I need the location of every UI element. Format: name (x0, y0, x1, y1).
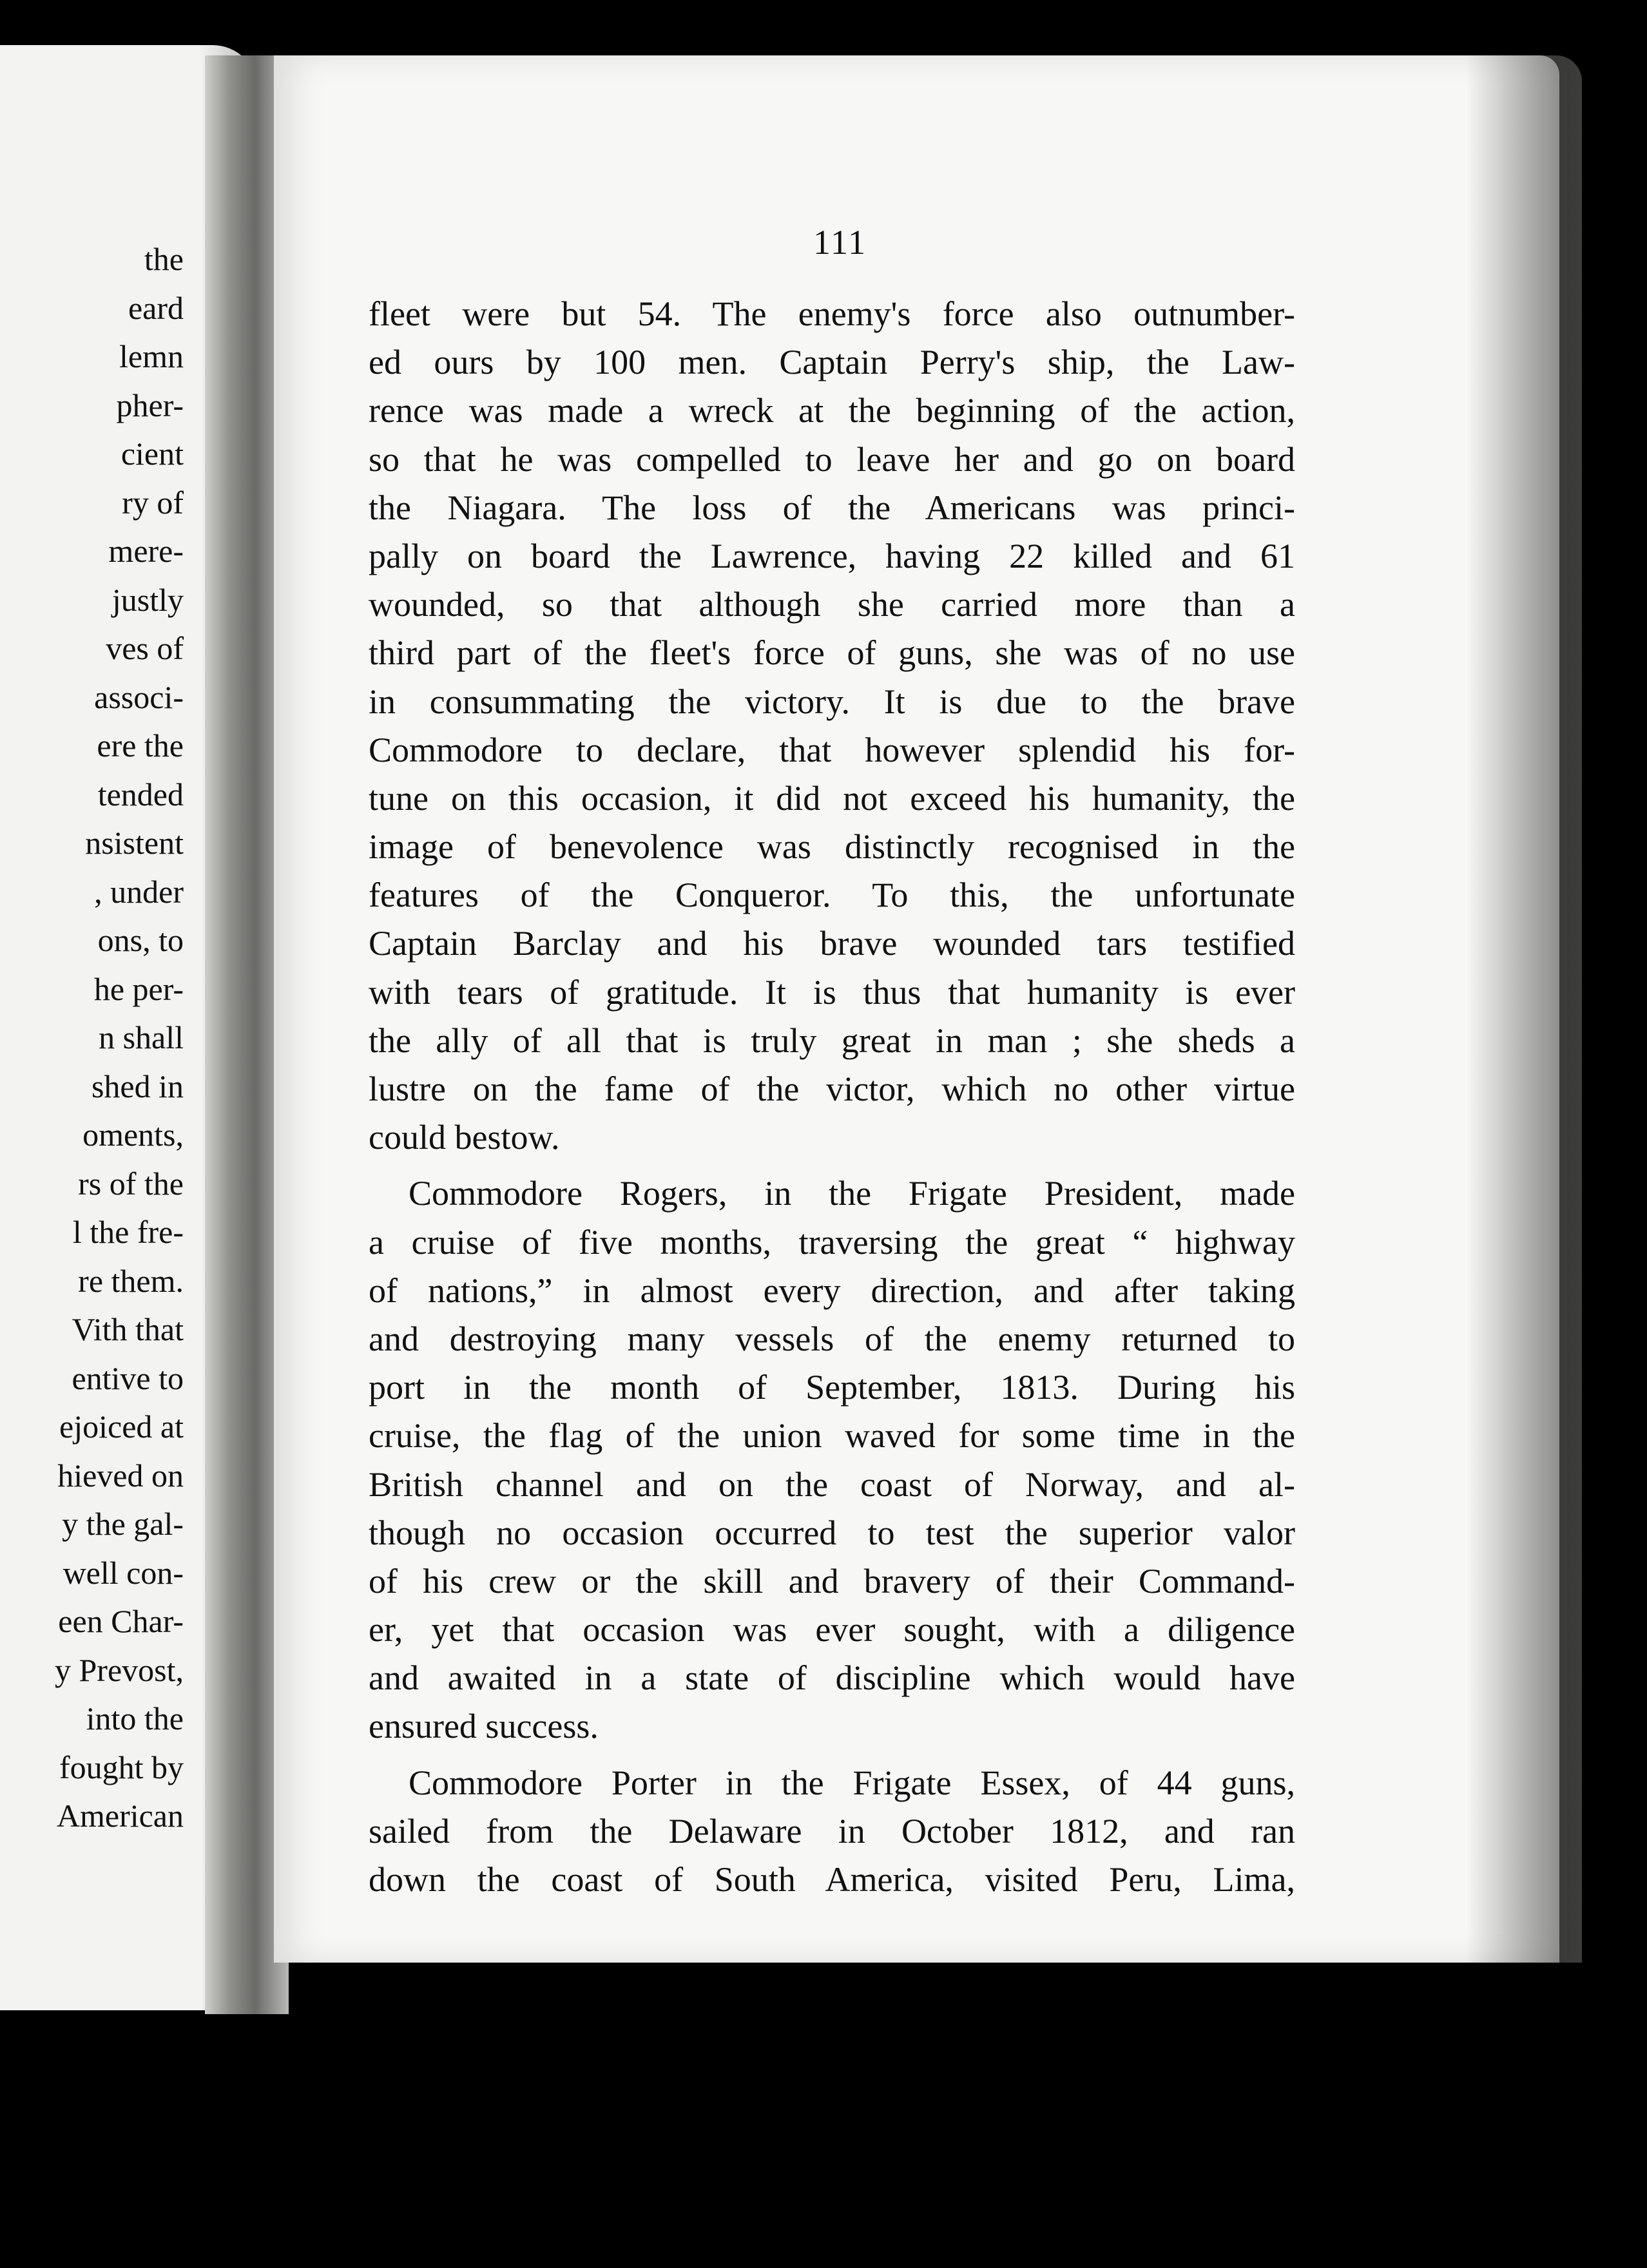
paragraph-gap (369, 1162, 1295, 1169)
left-line: ves of (106, 630, 184, 666)
left-line: cient (120, 436, 184, 472)
text-line: though no occasion occurred to test the superior valor (369, 1513, 1295, 1552)
text-line: er, yet that occasion was ever sought, with a diligence (369, 1610, 1295, 1649)
left-line: een Char- (58, 1603, 184, 1639)
text-line: a cruise of five months, traversing the great “ highway (369, 1222, 1295, 1262)
left-line: tended (97, 776, 184, 812)
text-line: with tears of gratitude. It is thus that humanity is ever (369, 972, 1295, 1012)
left-page-text (55, 235, 184, 1841)
page-edge-shade (1466, 55, 1582, 1963)
left-line: eard (128, 289, 184, 326)
left-line: entive to (72, 1360, 184, 1396)
text-line: sailed from the Delaware in October 1812, and ran (369, 1811, 1295, 1850)
text-line: lustre on the fame of the victor, which no other virtue (369, 1070, 1295, 1108)
left-line: rs of the (78, 1165, 184, 1202)
text-line: so that he was compelled to leave her and go on board (369, 439, 1295, 479)
left-line: Vith that (72, 1311, 184, 1347)
body-text (369, 290, 1295, 1904)
left-line: n shall (99, 1019, 184, 1055)
text-line: Commodore Rogers, in the Frigate President, made (409, 1174, 1295, 1213)
text-line: the Niagara. The loss of the Americans was princi- (369, 488, 1295, 527)
text-line: in consummating the victory. It is due to the brave (369, 682, 1295, 721)
left-line: ejoiced at (59, 1408, 184, 1445)
left-line: , under (94, 873, 184, 910)
left-line: oments, (82, 1117, 184, 1153)
left-line: shed in (91, 1068, 184, 1104)
left-line: mere- (108, 533, 184, 569)
left-line: lemn (119, 338, 184, 374)
text-line: ed ours by 100 men. Captain Perry's ship, the Law- (369, 343, 1295, 382)
left-line: American (56, 1798, 184, 1834)
left-line: ere the (97, 727, 184, 764)
paragraph-gap (369, 1751, 1295, 1759)
text-line: third part of the fleet's force of guns, she was of no use (369, 633, 1295, 673)
left-line: nsistent (85, 825, 184, 861)
text-line: the ally of all that is truly great in man ; she sheds a (369, 1021, 1295, 1060)
text-line: of nations,” in almost every direction, and after taking (369, 1271, 1295, 1310)
page-number: 111 (813, 223, 867, 262)
text-line: Commodore Porter in the Frigate Essex, of 44 guns, (409, 1763, 1295, 1802)
left-line: fought by (59, 1749, 184, 1785)
text-line: image of benevolence was distinctly recognised in the (369, 827, 1295, 867)
paragraph (369, 1169, 1295, 1751)
text-line: rence was made a wreck at the beginning of the action, (369, 391, 1295, 430)
left-line: l the fre- (72, 1214, 184, 1250)
left-line: y Prevost, (55, 1651, 184, 1688)
text-line: British channel and on the coast of Norway, and al- (369, 1465, 1295, 1504)
text-line: features of the Conqueror. To this, the unfortunate (369, 876, 1295, 915)
text-line: could bestow. (369, 1118, 560, 1157)
text-line: cruise, the flag of the union waved for some time in the (369, 1416, 1295, 1456)
left-line: hieved on (57, 1457, 184, 1494)
left-line: pher- (116, 387, 184, 423)
text-line: and destroying many vessels of the enemy returned to (369, 1319, 1295, 1358)
text-line: and awaited in a state of discipline which would have (369, 1658, 1295, 1698)
text-line: port in the month of September, 1813. During his (369, 1368, 1295, 1407)
left-line: re them. (78, 1262, 184, 1299)
text-line: ensured success. (369, 1707, 599, 1746)
left-line: into the (86, 1700, 184, 1736)
text-line: Captain Barclay and his brave wounded tars testified (369, 924, 1295, 963)
paragraph (369, 1759, 1295, 1905)
left-line: ons, to (97, 922, 184, 958)
left-line: ry of (122, 484, 184, 521)
left-line: well con- (63, 1554, 184, 1591)
text-line: fleet were but 54. The enemy's force also outnumber- (369, 294, 1295, 333)
left-line: he per- (93, 970, 184, 1007)
left-line: the (144, 241, 184, 277)
left-line: y the gal- (62, 1506, 184, 1542)
text-line: down the coast of South America, visited Peru, Lima, (369, 1860, 1295, 1899)
paragraph (369, 290, 1295, 1162)
text-line: tune on this occasion, it did not exceed his humanity, the (369, 778, 1295, 818)
text-line: pally on board the Lawrence, having 22 killed and 61 (369, 536, 1295, 575)
text-line: Commodore to declare, that however splendid his for- (369, 730, 1295, 769)
text-line: of his crew or the skill and bravery of their Command- (369, 1561, 1295, 1600)
left-line: justly (111, 581, 184, 618)
text-line: wounded, so that although she carried more than a (369, 585, 1295, 624)
left-line: associ- (94, 678, 184, 715)
